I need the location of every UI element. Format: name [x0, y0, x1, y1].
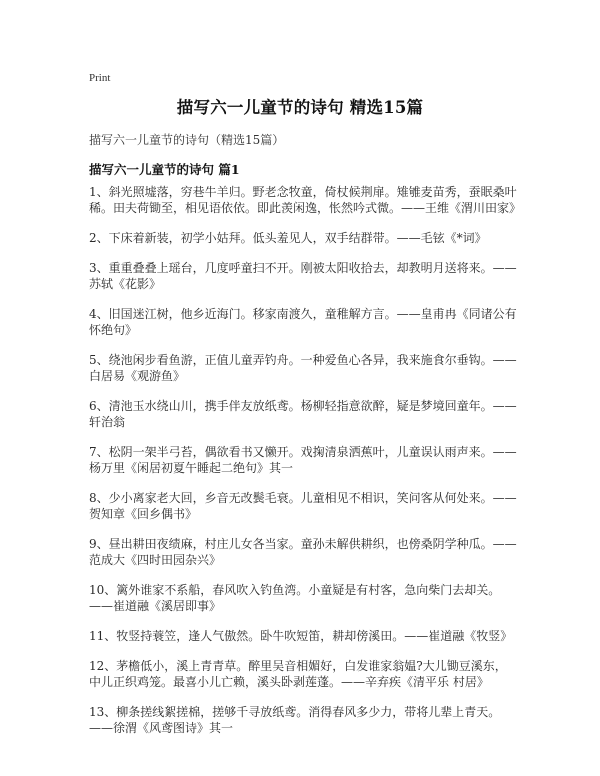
poem-item-5: 5、绕池闲步看鱼游，正值儿童弄钓舟。一种爱鱼心各异，我来施食尔垂钩。——白居易《观游鱼》 [89, 353, 517, 383]
poem-item-13: 13、柳条搓线絮搓棉，搓够千寻放纸鸢。消得春风多少力，带将儿辈上青天。——徐渭《风鸢图诗》其一 [89, 705, 501, 735]
poem-item-10: 10、篱外谁家不系船，春风吹入钓鱼湾。小童疑是有村客，急向柴门去却关。——崔道融《溪居即事》 [89, 583, 501, 613]
poem-item-6: 6、清池玉水绕山川，携手伴友放纸鸢。杨柳轻指意欲醉，疑是梦境回童年。——轩治翁 [89, 399, 517, 429]
poem-item-4: 4、旧国迷江树，他乡近海门。移家南渡久，童稚解方言。——皇甫冉《同诸公有怀绝句》 [89, 307, 517, 337]
document-title: 描写六一儿童节的诗句 精选15篇 [176, 98, 424, 117]
poem-item-8: 8、少小离家老大回，乡音无改鬓毛衰。儿童相见不相识，笑问客从何处来。——贺知章《回乡偶书》 [89, 491, 517, 521]
poem-item-11: 11、牧竖持蓑笠，逢人气傲然。卧牛吹短笛，耕却傍溪田。——崔道融《牧竖》 [89, 629, 513, 643]
section-heading: 描写六一儿童节的诗句 篇1 [89, 162, 240, 177]
poem-item-7: 7、松阴一架半弓苔，偶欲看书又懒开。戏掬清泉洒蕉叶，儿童误认雨声来。——杨万里《闲居初夏午睡起二绝句》其一 [89, 445, 517, 475]
print-label: Print [89, 72, 111, 84]
poem-item-2: 2、下床着新装，初学小姑拜。低头羞见人，双手结群带。——毛铉《*词》 [89, 231, 487, 245]
poem-item-12: 12、茅檐低小，溪上青青草。醉里吴音相媚好，白发谁家翁媪?大儿锄豆溪东，中儿正织鸡笼。最喜小儿亡赖，溪头卧剥莲蓬。——辛弃疾《清平乐 村居》 [89, 659, 507, 689]
document-subtitle: 描写六一儿童节的诗句（精选15篇） [89, 133, 285, 147]
poem-item-3: 3、重重叠叠上瑶台，几度呼童扫不开。刚被太阳收拾去，却教明月送将来。——苏轼《花影》 [89, 261, 517, 291]
poem-list [89, 184, 522, 750]
poem-item-1: 1、斜光照墟落，穷巷牛羊归。野老念牧童，倚杖候荆扉。雉雊麦苗秀，蚕眠桑叶稀。田夫荷锄至，相见语依依。即此羡闲逸，怅然吟式微。——王维《渭川田家》 [89, 185, 522, 215]
poem-item-9: 9、昼出耕田夜绩麻，村庄儿女各当家。童孙未解供耕织，也傍桑阴学种瓜。——范成大《四时田园杂兴》 [89, 537, 517, 567]
